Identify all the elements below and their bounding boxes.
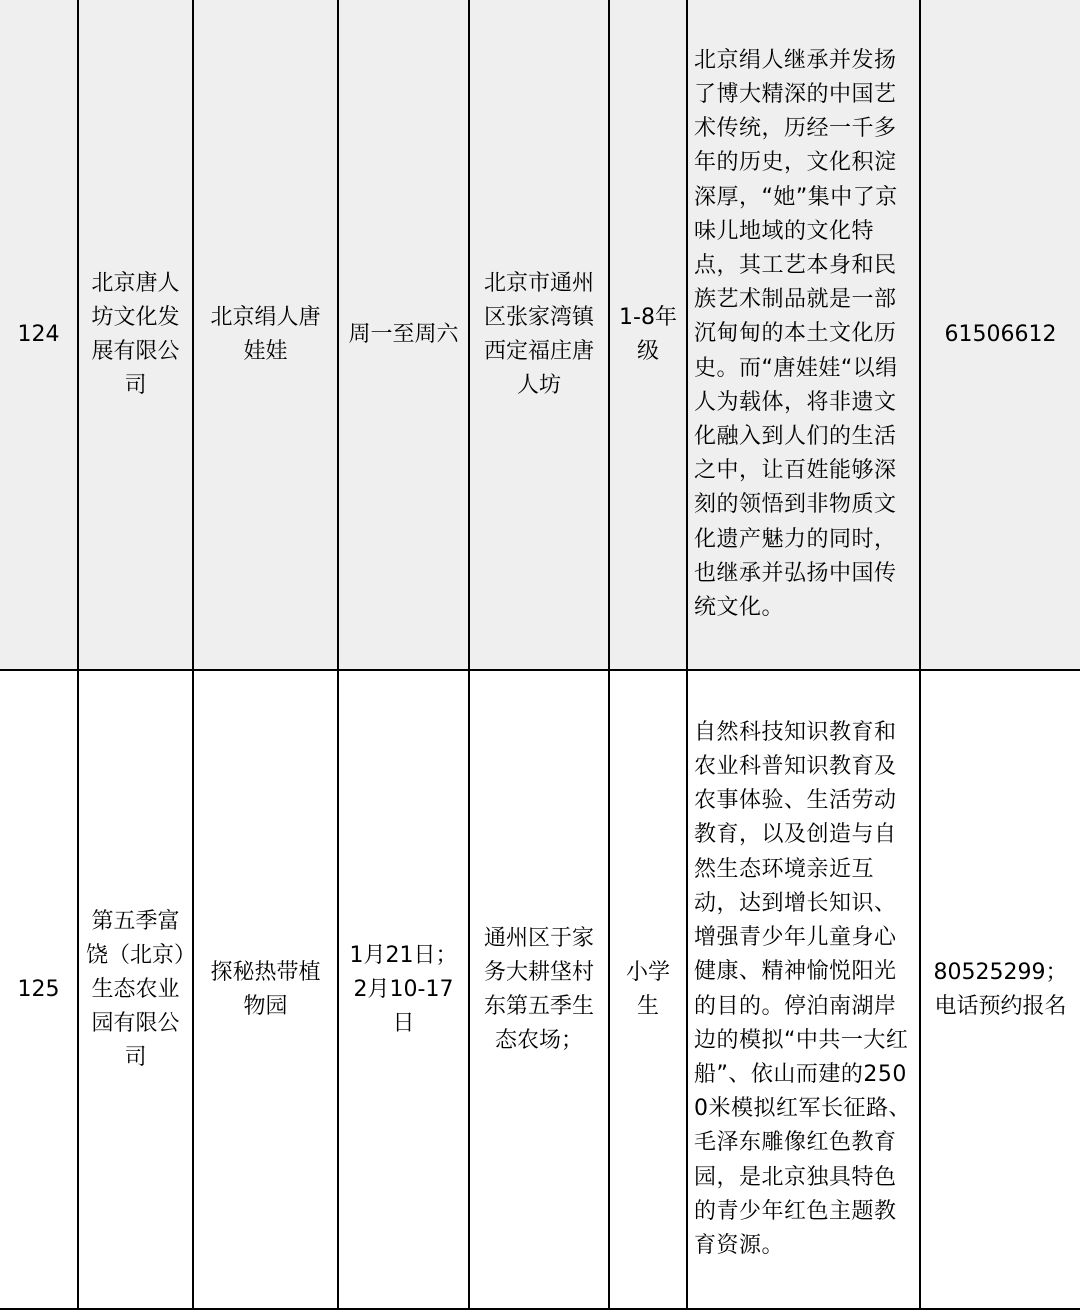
contact-info: 80525299；电话预约报名: [933, 959, 1068, 1019]
activity-time: 1月21日；2月10-17日: [349, 942, 458, 1036]
grade-cell: [609, 0, 687, 670]
organization-cell: [78, 0, 193, 670]
target-grade: 1-8年级: [619, 304, 677, 364]
description-cell: [687, 670, 920, 1309]
activity-name: 探秘热带植物园: [210, 959, 321, 1019]
row-number-cell: [0, 0, 78, 670]
contact-info: 61506612: [944, 321, 1057, 347]
activity-description: 北京绢人继承并发扬了博大精深的中国艺术传统，历经一千多年的历史，文化积淀深厚，“她”集中了京味儿地域的文化特点，其工艺本身和民族艺术制品就是一部沉甸甸的本土文化历史。而“唐娃娃“以绢人为载体，将非遗文化融入到人们的生活之中，让百姓能够深刻的领悟到非物质文化遗产魅力的同时，也继承并弘扬中国传统文化。: [694, 47, 898, 621]
organization-name: 北京唐人坊文化发展有限公司: [91, 270, 180, 398]
activity-cell: [193, 670, 338, 1309]
activity-time: 周一至周六: [348, 321, 459, 347]
contact-cell: [920, 0, 1080, 670]
time-cell: [338, 0, 469, 670]
activity-description: 自然科技知识教育和农业科普知识教育及农事体验、生活劳动教育，以及创造与自然生态环境亲近互动，达到增长知识、增强青少年儿童身心健康、精神愉悦阳光的目的。停泊南湖岸边的模拟“中共一大红船”、依山而建的2500米模拟红军长征路、毛泽东雕像红色教育园，是北京独具特色的青少年红色主题教育资源。: [694, 719, 911, 1258]
organization-cell: [78, 670, 193, 1309]
time-cell: [338, 670, 469, 1309]
grade-cell: [609, 670, 687, 1309]
activity-name: 北京绢人唐娃娃: [210, 304, 321, 364]
organization-name: 第五季富饶（北京）生态农业园有限公司: [85, 908, 185, 1070]
row-number: 124: [17, 321, 60, 347]
row-number: 125: [17, 976, 60, 1002]
address-cell: [469, 0, 609, 670]
activity-address: 通州区于家务大耕垡村东第五季生态农场；: [483, 925, 594, 1053]
address-cell: [469, 670, 609, 1309]
activity-address: 北京市通州区张家湾镇西定福庄唐人坊: [483, 270, 594, 398]
contact-cell: [920, 670, 1080, 1309]
description-cell: [687, 0, 920, 670]
table-row: [0, 670, 1080, 1309]
activity-cell: [193, 0, 338, 670]
row-number-cell: [0, 670, 78, 1309]
target-grade: 小学生: [625, 959, 670, 1019]
